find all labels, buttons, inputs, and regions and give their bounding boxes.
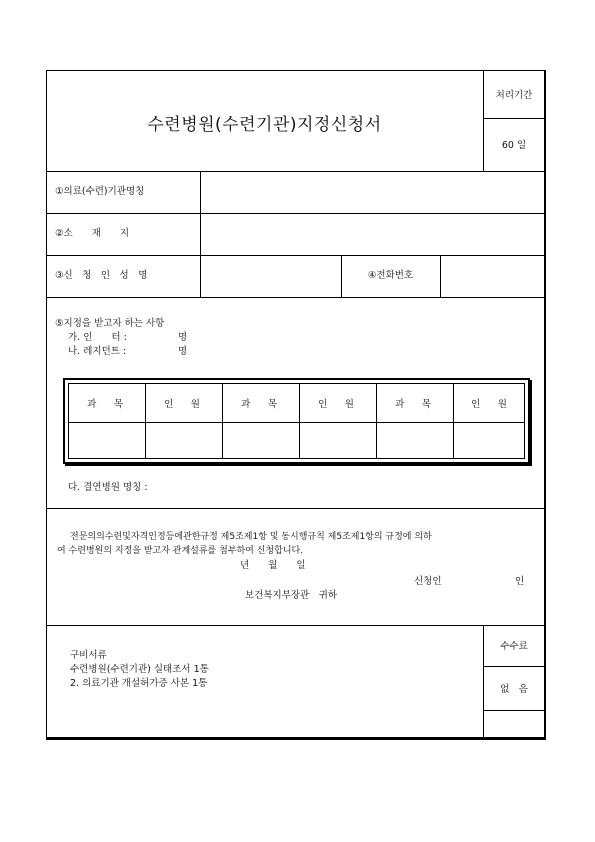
row-line-5 <box>46 508 545 509</box>
count-header: 인 원 <box>164 399 204 410</box>
documents-title: 구비서류 <box>70 650 107 661</box>
count-cell[interactable] <box>300 423 376 461</box>
applicant-sign-label: 신청인 <box>414 576 442 587</box>
document-item-2: 2. 의료기관 개설허가증 사본 1통 <box>70 678 208 689</box>
seal-mark: 인 <box>515 576 525 587</box>
form-title: 수련병원(수련기관)지정신청서 <box>147 115 382 135</box>
address-label: ②소 재 지 <box>55 228 130 239</box>
frame-shadow-bottom <box>46 737 546 739</box>
subject-header: 과 목 <box>241 399 281 410</box>
processing-divider <box>483 70 484 171</box>
intern-unit: 명 <box>178 332 188 343</box>
statement-line-2: 여 수련병원의 지정을 받고자 관계설류를 첨부하여 신청합니다. <box>57 546 304 556</box>
fee-split <box>483 666 545 667</box>
statement-line-1: 전문의의수련및자격인정등에관한규정 제5조제1항 및 동시행규칙 제5조제1항의 규정에 의하 <box>70 532 432 542</box>
processing-value: 60 일 <box>501 140 527 151</box>
subjects-table <box>63 378 530 464</box>
count-cell[interactable] <box>146 423 222 461</box>
date-line: 년 월 일 <box>240 560 306 571</box>
applicant-label: ③신 청 인 성 명 <box>55 270 148 281</box>
applicant-field[interactable] <box>201 256 341 297</box>
fee-label: 수수료 <box>500 641 528 652</box>
subject-cell[interactable] <box>223 423 299 461</box>
recipient-line: 보건복지부장관 귀하 <box>245 590 338 601</box>
subject-cell[interactable] <box>377 423 453 461</box>
intern-label: 가. 인 터 : <box>68 332 127 343</box>
resident-label: 나. 레지던트 : <box>68 346 127 357</box>
phone-label: ④전화번호 <box>367 270 414 281</box>
processing-split <box>483 118 545 119</box>
document-item-1: 수련병원(수련기관) 실태조서 1통 <box>70 664 209 675</box>
subjects-table-inner <box>68 383 525 459</box>
processing-label: 처리기간 <box>495 90 533 101</box>
affiliated-hospital-label: 다. 결연병원 명칭 : <box>68 482 148 493</box>
subject-cell[interactable] <box>69 423 145 461</box>
phone-field[interactable] <box>441 256 544 297</box>
fee-value: 없 음 <box>500 684 528 695</box>
resident-unit: 명 <box>178 346 188 357</box>
institution-name-field[interactable] <box>201 172 544 213</box>
address-field[interactable] <box>201 214 544 255</box>
row-line-6 <box>46 625 545 626</box>
row-line-4 <box>46 297 545 298</box>
count-header: 인 원 <box>318 399 358 410</box>
fee-bottom-line <box>483 710 545 711</box>
institution-name-label: ①의료(수련)기관명칭 <box>55 186 145 197</box>
subject-header: 과 목 <box>395 399 435 410</box>
designation-heading: ⑤지정을 받고자 하는 사항 <box>55 318 165 329</box>
count-cell[interactable] <box>454 423 528 461</box>
subject-header: 과 목 <box>87 399 127 410</box>
count-header: 인 원 <box>471 399 511 410</box>
